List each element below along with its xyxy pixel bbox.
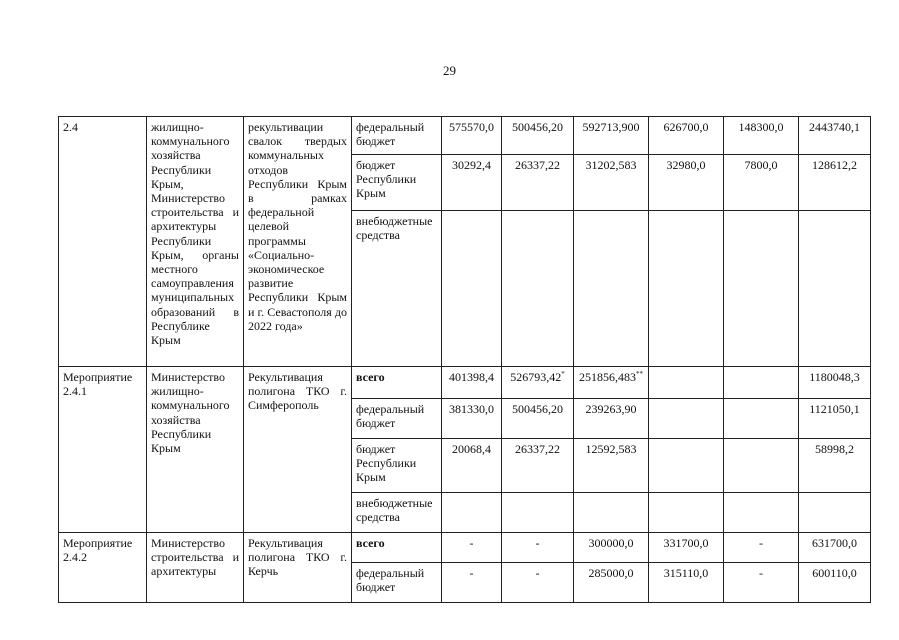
value-cell: 239263,90 (574, 399, 649, 439)
value-cell (649, 493, 724, 533)
value-cell: - (502, 563, 574, 603)
value-cell: 626700,0 (649, 117, 724, 155)
value-cell (502, 211, 574, 367)
total-cell: 1121050,1 (799, 399, 871, 439)
funding-source: бюджет Республики Крым (352, 439, 442, 493)
funding-source: всего (352, 367, 442, 399)
responsible-executor: Министерство строительства и архитектуры (147, 533, 244, 603)
funding-source: внебюджетные средства (352, 211, 442, 367)
value-cell: 26337,22 (502, 439, 574, 493)
value-cell: 500456,20 (502, 399, 574, 439)
value-cell (649, 211, 724, 367)
value-cell: 12592,583 (574, 439, 649, 493)
value-cell (502, 493, 574, 533)
value-cell (724, 493, 799, 533)
table-row (59, 367, 871, 399)
value-cell: 251856,483** (574, 367, 649, 399)
value-cell: 26337,22 (502, 155, 574, 211)
total-cell: 58998,2 (799, 439, 871, 493)
page-number: 29 (443, 63, 456, 78)
financing-table (58, 116, 871, 603)
funding-source: всего (352, 533, 442, 563)
total-cell: 2443740,1 (799, 117, 871, 155)
funding-source: бюджет Республики Крым (352, 155, 442, 211)
measure-description: Рекультивация полигона ТКО г. Керчь (244, 533, 352, 603)
total-cell: 631700,0 (799, 533, 871, 563)
total-cell (799, 493, 871, 533)
responsible-executor: Министерство жилищно-коммунального хозяйства Республики Крым (147, 367, 244, 533)
value-cell: 315110,0 (649, 563, 724, 603)
value-cell (724, 439, 799, 493)
value-cell: 32980,0 (649, 155, 724, 211)
table-row (59, 533, 871, 563)
row-code: 2.4 (59, 117, 147, 367)
value-cell (574, 493, 649, 533)
value-cell: 30292,4 (442, 155, 502, 211)
funding-source: федеральный бюджет (352, 399, 442, 439)
value-cell: - (442, 533, 502, 563)
total-cell: 600110,0 (799, 563, 871, 603)
value-cell: 381330,0 (442, 399, 502, 439)
value-cell (649, 367, 724, 399)
table-row (59, 117, 871, 155)
funding-source: внебюджетные средства (352, 493, 442, 533)
value-cell (724, 211, 799, 367)
footnote-mark: ** (636, 370, 643, 378)
value-cell: - (724, 533, 799, 563)
value-cell (724, 399, 799, 439)
value-cell: 148300,0 (724, 117, 799, 155)
total-cell: 1180048,3 (799, 367, 871, 399)
total-cell (799, 211, 871, 367)
value-cell: 300000,0 (574, 533, 649, 563)
total-cell: 128612,2 (799, 155, 871, 211)
value-cell: 7800,0 (724, 155, 799, 211)
value-cell: 31202,583 (574, 155, 649, 211)
funding-source: федеральный бюджет (352, 117, 442, 155)
responsible-executor: жилищно-коммунального хозяйства Республики Крым, Министерство строительства и архитектуры Республики Крым, органы местного самоуправления муниципальных образований в Республике Крым (147, 117, 244, 367)
value-cell: 401398,4 (442, 367, 502, 399)
row-code: Мероприятие 2.4.2 (59, 533, 147, 603)
funding-source: федеральный бюджет (352, 563, 442, 603)
value-cell: 331700,0 (649, 533, 724, 563)
value-cell: - (724, 563, 799, 603)
value-cell (649, 439, 724, 493)
value-cell (574, 211, 649, 367)
value-cell: 592713,900 (574, 117, 649, 155)
value-cell (649, 399, 724, 439)
value-cell: - (502, 533, 574, 563)
value-cell (442, 211, 502, 367)
value-cell: - (442, 563, 502, 603)
value-cell: 285000,0 (574, 563, 649, 603)
value-cell: 575570,0 (442, 117, 502, 155)
measure-description: рекультивации свалок твердых коммунальных отходов Республики Крым в рамках федеральной целевой программы «Социально-экономическое развитие Республики Крым и г. Севастополя до 2022 года» (244, 117, 352, 367)
value-cell: 20068,4 (442, 439, 502, 493)
measure-description: Рекультивация полигона ТКО г. Симферополь (244, 367, 352, 533)
value-cell: 500456,20 (502, 117, 574, 155)
footnote-mark: * (561, 370, 565, 378)
row-code: Мероприятие 2.4.1 (59, 367, 147, 533)
value-cell (724, 367, 799, 399)
value-cell: 526793,42* (502, 367, 574, 399)
value-cell (442, 493, 502, 533)
